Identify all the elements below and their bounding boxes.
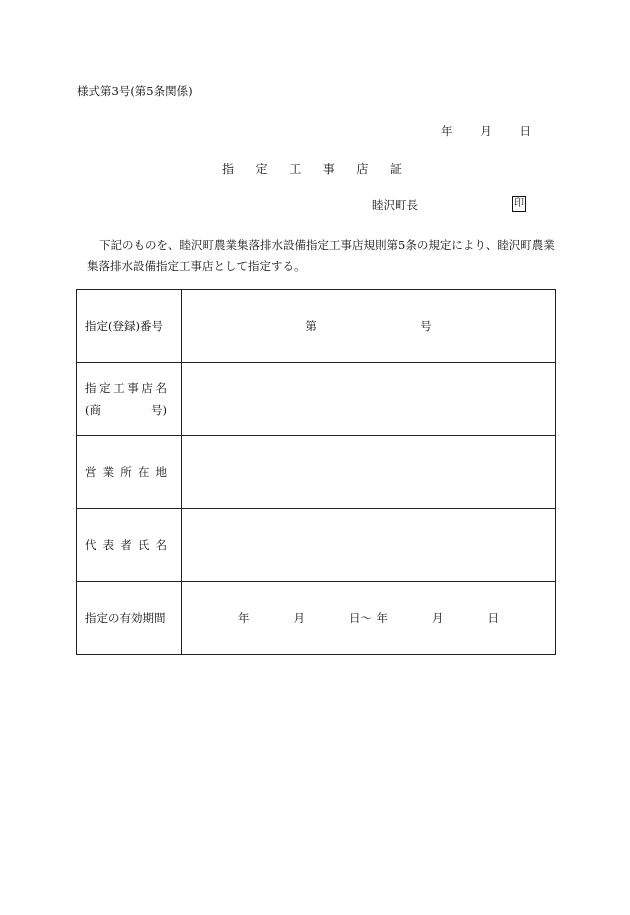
row-label-validity-period: 指定の有効期間 [77, 582, 182, 655]
title-char: 店 [356, 162, 369, 176]
table-row [77, 290, 556, 363]
row-label-office-address: 営 業 所 在 地 [77, 436, 182, 509]
title-char: 指 [222, 162, 235, 176]
period-start-date: 年 月 日〜 [238, 611, 372, 625]
issue-date [441, 123, 531, 139]
dai-label: 第 [305, 319, 317, 333]
row-label-number: 指定(登録)番号 [77, 290, 182, 363]
designation-table [76, 289, 556, 655]
body-text: 下記のものを、睦沢町農業集落排水設備指定工事店規則第5条の規定により、睦沢町農業集落排水設備指定工事店として指定する。 [87, 238, 555, 273]
period-end-date: 年 月 日 [376, 611, 499, 625]
number-value-cell[interactable] [182, 290, 556, 363]
title-char: 定 [255, 162, 268, 176]
store-name-value-cell[interactable] [182, 363, 556, 436]
table-row [77, 363, 556, 436]
month-label: 月 [480, 124, 492, 138]
table-row [77, 509, 556, 582]
form-number: 様式第3号(第5条関係) [77, 84, 193, 98]
validity-period-cell[interactable] [182, 582, 556, 655]
trade-name-open: (商 [85, 403, 101, 417]
title-char: 証 [389, 162, 402, 176]
row-label-store-name: 指 定 工 事 店 名 (商 号) [77, 363, 182, 436]
table-row [77, 436, 556, 509]
title-char: 事 [322, 162, 335, 176]
go-label: 号 [420, 319, 432, 333]
office-address-value-cell[interactable] [182, 436, 556, 509]
day-label: 日 [519, 124, 531, 138]
seal-mark: 印 [512, 196, 526, 212]
representative-value-cell[interactable] [182, 509, 556, 582]
table-row [77, 582, 556, 655]
trade-name-close: 号) [151, 403, 167, 417]
document-title [222, 160, 402, 177]
year-label: 年 [441, 124, 453, 138]
row-label-representative: 代 表 者 氏 名 [77, 509, 182, 582]
title-char: 工 [289, 162, 302, 176]
issuer-name: 睦沢町長 [372, 198, 418, 212]
